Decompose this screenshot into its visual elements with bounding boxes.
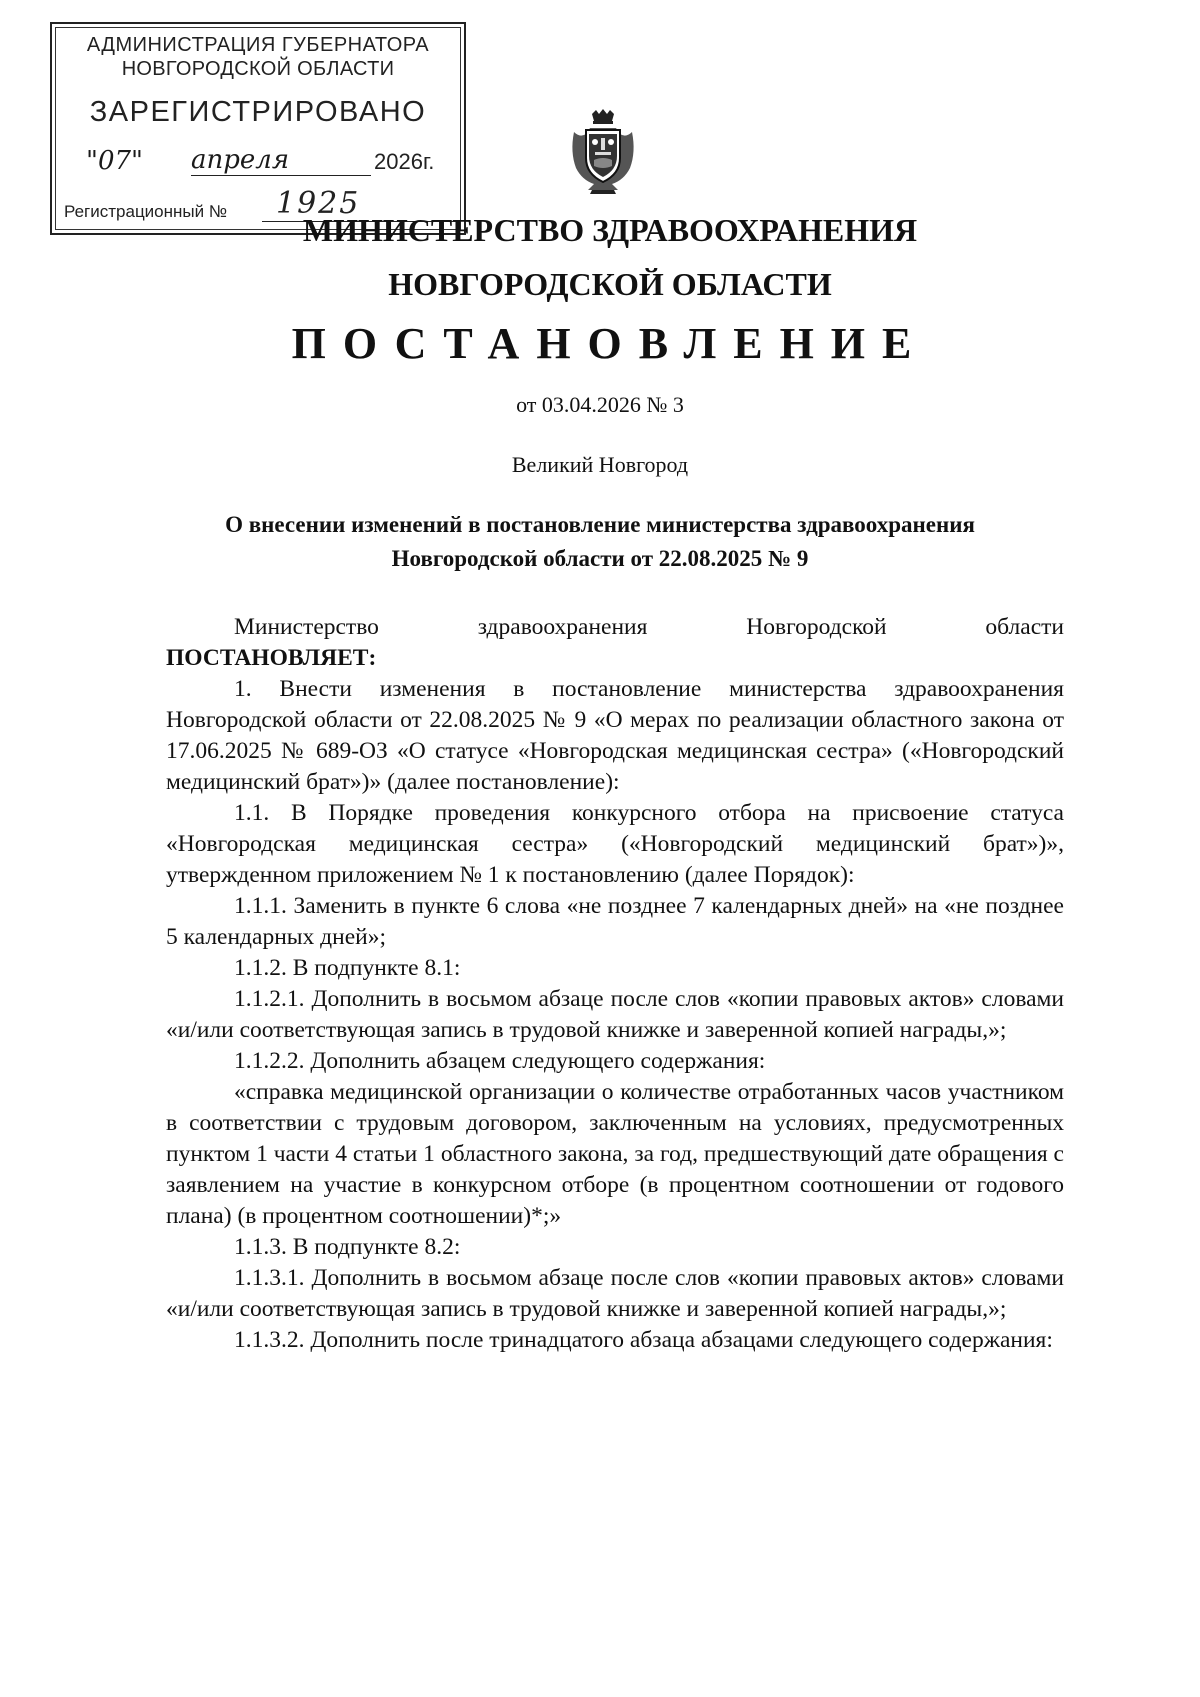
subject-line1: О внесении изменений в постановление министерства здравоохранения [225, 512, 975, 537]
stamp-registered: ЗАРЕГИСТРИРОВАНО [89, 96, 427, 128]
stamp-org-line1: АДМИНИСТРАЦИЯ ГУБЕРНАТОРА [86, 34, 430, 56]
stamp-month: апреля [191, 145, 371, 176]
subject-line2: Новгородской области от 22.08.2025 № 9 [391, 546, 809, 571]
document-date-number: от 03.04.2026 № 3 [516, 392, 684, 417]
paragraph-quoted-certificate: «справка медицинской организации о количестве отработанных часов участником в соответствии с трудовым договором, заключенным на условиях, предусмотренных пунктом 1 части 4 статьи 1 областного закона, за год, предшествующий дате обращения с заявлением на участие в конкурсном отборе (в процентном соотношении от годового плана) (в процентном соотношении)*;» [166, 1079, 1064, 1229]
document-body [166, 612, 1064, 1356]
paragraph-1-1-2-1: 1.1.2.1. Дополнить в восьмом абзаце после слов «копии правовых актов» словами «и/или соответствующая запись в трудовой книжке и заверенной копией награды,»; [166, 986, 1064, 1043]
paragraph-1-1-2: 1.1.2. В подпункте 8.1: [234, 955, 461, 981]
document-type: ПОСТАНОВЛЕНИЕ [291, 319, 929, 368]
paragraph-1-1-1: 1.1.1. Заменить в пункте 6 слова «не позднее 7 календарных дней» на «не позднее 5 календарных дней»; [166, 893, 1064, 950]
document-city: Великий Новгород [511, 452, 689, 477]
ministry-title-line2: НОВГОРОДСКОЙ ОБЛАСТИ [388, 266, 832, 302]
document-subject [120, 508, 1080, 576]
resolves-heading: ПОСТАНОВЛЯЕТ: [166, 645, 377, 671]
paragraph-1-1-3-2: 1.1.3.2. Дополнить после тринадцатого абзаца абзацами следующего содержания: [234, 1327, 1053, 1353]
stamp-org-line2: НОВГОРОДСКОЙ ОБЛАСТИ [121, 58, 395, 80]
stamp-day: "07" [86, 146, 144, 176]
paragraph-1-1: 1.1. В Порядке проведения конкурсного отбора на присвоение статуса «Новгородская медицинская сестра» («Новгородский медицинский брат»)», утвержденном приложением № 1 к постановлению (далее Порядок): [166, 800, 1064, 888]
paragraph-1-1-3: 1.1.3. В подпункте 8.2: [234, 1234, 461, 1260]
paragraph-1: 1. Внести изменения в постановление министерства здравоохранения Новгородской области от 22.08.2025 № 9 «О мерах по реализации областного закона от 17.06.2025 № 689-ОЗ «О статусе «Новгородская медицинская сестра» («Новгородский медицинский брат»)» (далее постановление): [166, 676, 1064, 795]
stamp-reg-number: 1925 [276, 186, 361, 221]
stamp-reg-label: Регистрационный № [64, 202, 228, 221]
preamble: Министерство здравоохранения Новгородской области [234, 614, 1064, 640]
coat-of-arms-icon [568, 108, 638, 196]
registration-stamp [50, 22, 466, 235]
paragraph-1-1-2-2: 1.1.2.2. Дополнить абзацем следующего содержания: [234, 1048, 766, 1074]
paragraph-1-1-3-1: 1.1.3.1. Дополнить в восьмом абзаце после слов «копии правовых актов» словами «и/или соответствующая запись в трудовой книжке и заверенной копией награды,»; [166, 1265, 1064, 1322]
stamp-date [86, 146, 456, 178]
stamp-year: 2026г. [374, 149, 435, 174]
ministry-title-line1: МИНИСТЕРСТВО ЗДРАВООХРАНЕНИЯ [302, 212, 918, 248]
